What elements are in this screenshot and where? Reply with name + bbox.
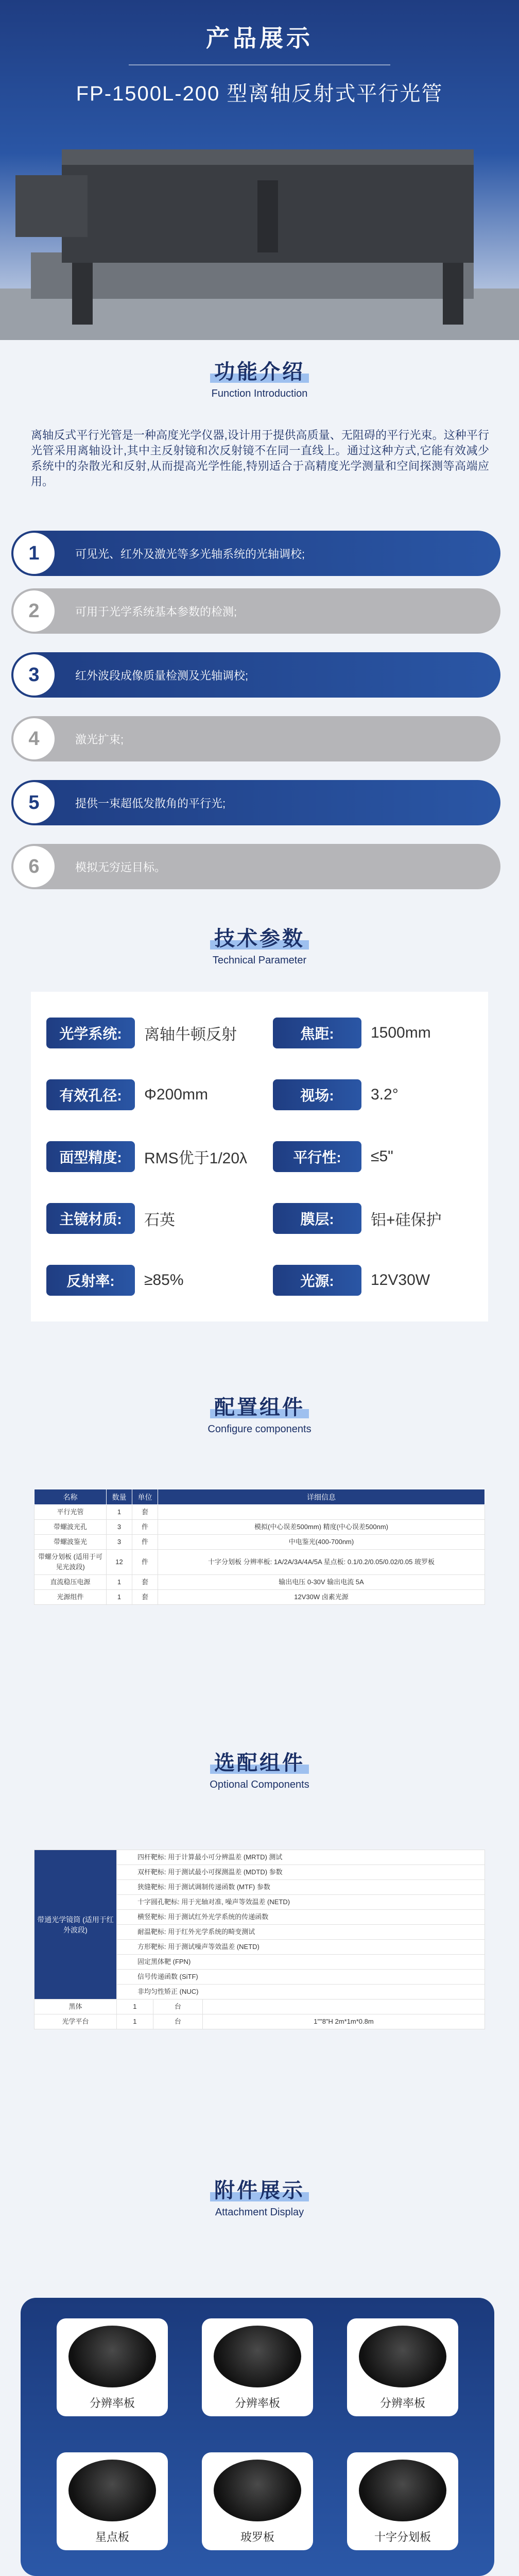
params-panel [31,992,488,1321]
hero-divider [129,64,390,65]
feature-text: 激光扩束; [75,733,124,746]
param-item [273,1079,399,1110]
table-row [34,1590,485,1605]
feature-item [11,844,500,889]
param-value: ≥85% [144,1272,184,1289]
attachment-label: 分辨率板 [234,2397,280,2410]
intro-title-en: Function Introduction [211,388,308,399]
hero-subtitle: FP-1500L-200 型离轴反射式平行光管 [76,82,443,105]
table-cell: 横竖靶标: 用于测试红外光学系统的传递函数 [117,1910,485,1925]
hero-banner [0,0,519,340]
param-key: 有效孔径: [46,1079,135,1110]
table-cell: 狭缝靶标: 用于测试调制传递函数 (MTF) 参数 [117,1880,485,1895]
intro-title: 功能介绍 [210,355,309,385]
table-cell: 光学平台 [34,2014,117,2029]
table-cell: 件 [132,1520,158,1535]
param-item [46,1079,208,1110]
params-title-en: Technical Parameter [212,955,307,966]
feature-number: 3 [13,654,55,696]
table-row [34,1575,485,1590]
table-cell: 模拟(中心误差500mm) 精度(中心误差500nm) [158,1520,485,1535]
attachment-label: 十字分划板 [374,2531,431,2544]
param-item [273,1203,442,1234]
feature-text: 可见光、红外及激光等多光轴系统的光轴调校; [75,547,305,561]
param-key: 光学系统: [46,1018,135,1048]
param-key: 反射率: [46,1265,135,1296]
feature-item [11,588,500,634]
feature-number: 5 [13,782,55,823]
feature-number: 1 [13,533,55,574]
table-cell: 3 [107,1520,132,1535]
optional-table [34,1850,485,2029]
feature-item [11,716,500,761]
intro-heading [0,355,519,400]
param-value: 12V30W [371,1272,430,1289]
param-item [46,1265,184,1296]
table-cell: 1 [107,1590,132,1605]
param-key: 面型精度: [46,1141,135,1172]
table-cell: 1 [107,1575,132,1590]
optional-group-label: 带通光学镜筒 (适用于红外波段) [34,1850,117,1999]
table-cell: 十字分划板 分辨率板: 1A/2A/3A/4A/5A 星点板: 0.1/0.2/0.05/0.02/0.05 玻罗板 [158,1550,485,1575]
table-cell: 直流稳压电源 [34,1575,107,1590]
param-value: RMS优于1/20λ [144,1150,248,1167]
table-cell: 台 [153,1999,202,2014]
table-row [34,1999,485,2014]
table-cell: 非均匀性矫正 (NUC) [117,1985,485,1999]
feature-number: 2 [13,590,55,632]
table-row [34,1850,485,1865]
table-header: 单位 [132,1489,158,1505]
param-key: 主镜材质: [46,1203,135,1234]
param-value: 1500mm [371,1024,431,1041]
feature-text: 模拟无穷远目标。 [75,860,166,874]
attachment-card [202,2318,313,2416]
table-cell: 输出电压 0-30V 输出电流 5A [158,1575,485,1590]
table-cell: 平行光管 [34,1505,107,1520]
table-cell [158,1505,485,1520]
table-cell: 套 [132,1505,158,1520]
resolution-board-image [359,2326,446,2387]
feature-number: 6 [13,846,55,887]
table-cell: 台 [153,2014,202,2029]
optional-heading [0,1747,519,1791]
attachment-panel [21,2298,494,2576]
params-heading [0,922,519,967]
table-cell: 带螺波光孔 [34,1520,107,1535]
param-item [46,1018,237,1048]
table-cell: 十字圆孔靶标: 用于光轴对准, 噪声等效温差 (NETD) [117,1895,485,1910]
table-row [34,1550,485,1575]
param-item [273,1018,431,1048]
table-cell: 1 [117,1999,153,2014]
attach-title-en: Attachment Display [215,2207,304,2218]
feature-text: 红外波段成像质量检测及光轴调校; [75,669,249,682]
resolution-board-image [68,2326,156,2387]
resolution-board-image [214,2326,301,2387]
table-cell: 套 [132,1590,158,1605]
table-cell: 件 [132,1550,158,1575]
config-title: 配置组件 [210,1391,309,1420]
table-cell: 件 [132,1535,158,1550]
collimator-product-image [0,118,519,340]
param-value: 铝+硅保护 [371,1212,442,1229]
table-cell: 四杆靶标: 用于计算最小可分辨温差 (MRTD) 测试 [117,1850,485,1865]
table-cell: 光源组件 [34,1590,107,1605]
attachment-label: 玻罗板 [240,2531,274,2544]
param-value: 石英 [144,1212,175,1229]
param-value: ≤5" [371,1148,393,1165]
table-header: 数量 [107,1489,132,1505]
attachment-card [57,2452,168,2550]
table-cell: 中电鉴光(400-700nm) [158,1535,485,1550]
param-key: 焦距: [273,1018,361,1048]
attachment-label: 星点板 [95,2531,129,2544]
attachment-card [202,2452,313,2550]
feature-item [11,652,500,698]
table-cell: 套 [132,1575,158,1590]
table-cell: 固定黑体靶 (FPN) [117,1955,485,1970]
feature-text: 可用于光学系统基本参数的检测; [75,605,237,618]
table-cell: 12V30W 卤素光源 [158,1590,485,1605]
param-key: 视场: [273,1079,361,1110]
feature-text: 提供一束超低发散角的平行光; [75,796,226,810]
param-key: 光源: [273,1265,361,1296]
table-row [34,1520,485,1535]
table-row [34,1535,485,1550]
optional-title-en: Optional Components [210,1779,309,1790]
param-item [46,1141,247,1172]
attach-heading [0,2174,519,2218]
table-cell: 1""8"H 2m*1m*0.8m [202,2014,485,2029]
table-cell: 12 [107,1550,132,1575]
config-title-en: Configure components [207,1423,312,1435]
table-row [34,1505,485,1520]
table-cell: 1 [107,1505,132,1520]
param-key: 平行性: [273,1141,361,1172]
table-cell: 带螺波鉴光 [34,1535,107,1550]
attachment-card [57,2318,168,2416]
attach-title: 附件展示 [210,2174,309,2204]
param-value: 离轴牛顿反射 [144,1026,237,1043]
table-cell: 双杆靶标: 用于测试最小可探测温差 (MDTD) 参数 [117,1865,485,1880]
hero-title: 产品展示 [206,25,313,52]
feature-number: 4 [13,718,55,759]
config-table [34,1489,485,1605]
config-heading [0,1391,519,1435]
crosshair-reticle-image [359,2460,446,2521]
attachment-card [347,2318,458,2416]
table-cell [202,1999,485,2014]
table-row [34,2014,485,2029]
table-cell: 3 [107,1535,132,1550]
table-cell: 1 [117,2014,153,2029]
table-cell: 带螺分划板 (适用于可见光波段) [34,1550,107,1575]
feature-item [11,531,500,576]
intro-paragraph: 离轴反式平行光管是一种高度光学仪器,设计用于提供高质量、无阻碍的平行光束。这种平行光管采用离轴设计,其中主反射镜和次反射镜不在同一直线上。通过这种方式,它能有效减少系统中的杂散光和反射,从而提高光学性能,特别适合于高精度光学测量和空间探测等高端应用。 [31,429,489,488]
attachment-label: 分辨率板 [89,2397,135,2410]
porro-board-image [214,2460,301,2521]
table-header: 详细信息 [158,1489,485,1505]
table-cell: 耐温靶标: 用于红外光学系统的畸变测试 [117,1925,485,1940]
table-cell: 方形靶标: 用于测试噪声等效温差 (NETD) [117,1940,485,1955]
attachment-label: 分辨率板 [379,2397,425,2410]
table-header: 名称 [34,1489,107,1505]
optional-title: 选配组件 [210,1747,309,1776]
star-point-board-image [68,2460,156,2521]
param-value: Φ200mm [144,1086,208,1103]
param-value: 3.2° [371,1086,399,1103]
feature-item [11,780,500,825]
attachment-card [347,2452,458,2550]
table-cell: 信号传递函数 (SiTF) [117,1970,485,1985]
param-item [46,1203,175,1234]
params-title: 技术参数 [210,922,309,952]
table-cell: 黑体 [34,1999,117,2014]
param-item [273,1141,393,1172]
param-key: 膜层: [273,1203,361,1234]
param-item [273,1265,430,1296]
